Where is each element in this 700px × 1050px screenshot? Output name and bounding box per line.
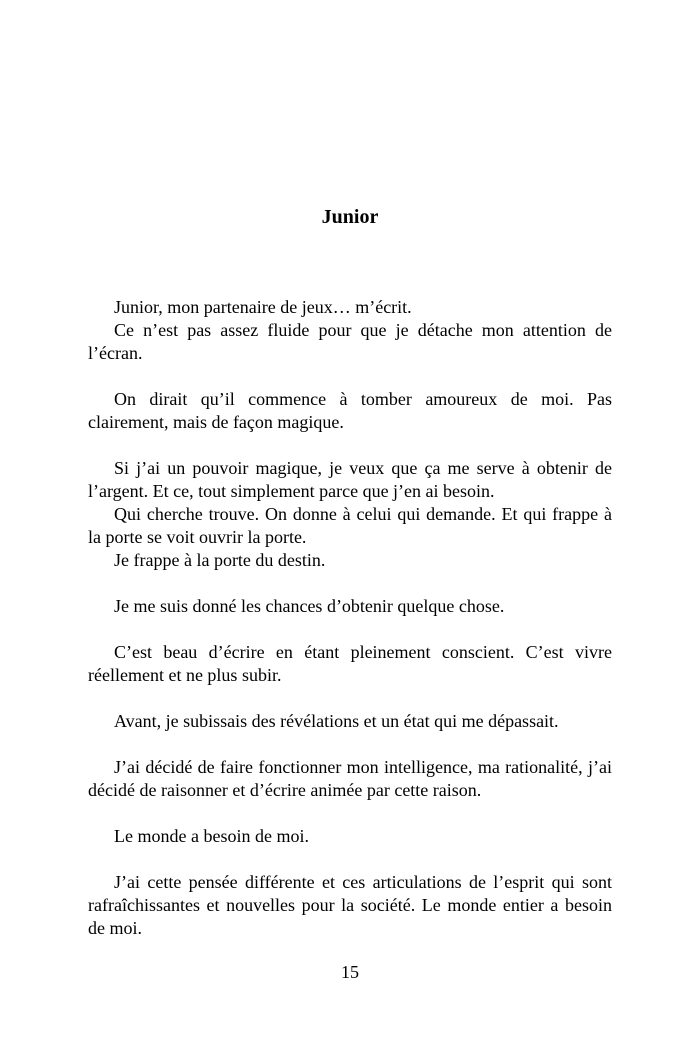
paragraph-5: Qui cherche trouve. On donne à celui qui demande. Et qui frappe à la porte se voit ouvrir la porte. — [88, 504, 612, 547]
paragraph-gap — [88, 848, 612, 871]
page-number: 15 — [341, 962, 359, 982]
paragraph-8: C’est beau d’écrire en étant pleinement conscient. C’est vivre réellement et ne plus subir. — [88, 642, 612, 685]
paragraph-12: J’ai cette pensée différente et ces articulations de l’esprit qui sont rafraîchissantes et nouvelles pour la société. Le monde entier a besoin de moi. — [88, 872, 612, 938]
paragraph-gap — [88, 802, 612, 825]
paragraph-9: Avant, je subissais des révélations et un état qui me dépassait. — [114, 711, 559, 731]
paragraph-gap — [88, 687, 612, 710]
paragraph-3: On dirait qu’il commence à tomber amoureux de moi. Pas clairement, mais de façon magique. — [88, 389, 612, 432]
paragraph-7: Je me suis donné les chances d’obtenir quelque chose. — [114, 596, 505, 616]
paragraph-gap — [88, 434, 612, 457]
paragraph-4: Si j’ai un pouvoir magique, je veux que ça me serve à obtenir de l’argent. Et ce, tout simplement parce que j’en ai besoin. — [88, 458, 612, 501]
paragraph-11: Le monde a besoin de moi. — [114, 826, 309, 846]
paragraph-gap — [88, 365, 612, 388]
paragraph-gap — [88, 572, 612, 595]
paragraph-6: Je frappe à la porte du destin. — [114, 550, 326, 570]
paragraph-gap — [88, 733, 612, 756]
chapter-title: Junior — [321, 206, 379, 228]
chapter-body — [88, 296, 612, 940]
paragraph-gap — [88, 618, 612, 641]
paragraph-2: Ce n’est pas assez fluide pour que je détache mon attention de l’écran. — [88, 320, 612, 363]
paragraph-1: Junior, mon partenaire de jeux… m’écrit. — [114, 297, 412, 317]
paragraph-10: J’ai décidé de faire fonctionner mon intelligence, ma rationalité, j’ai décidé de raisonner et d’écrire animée par cette raison. — [88, 757, 612, 800]
